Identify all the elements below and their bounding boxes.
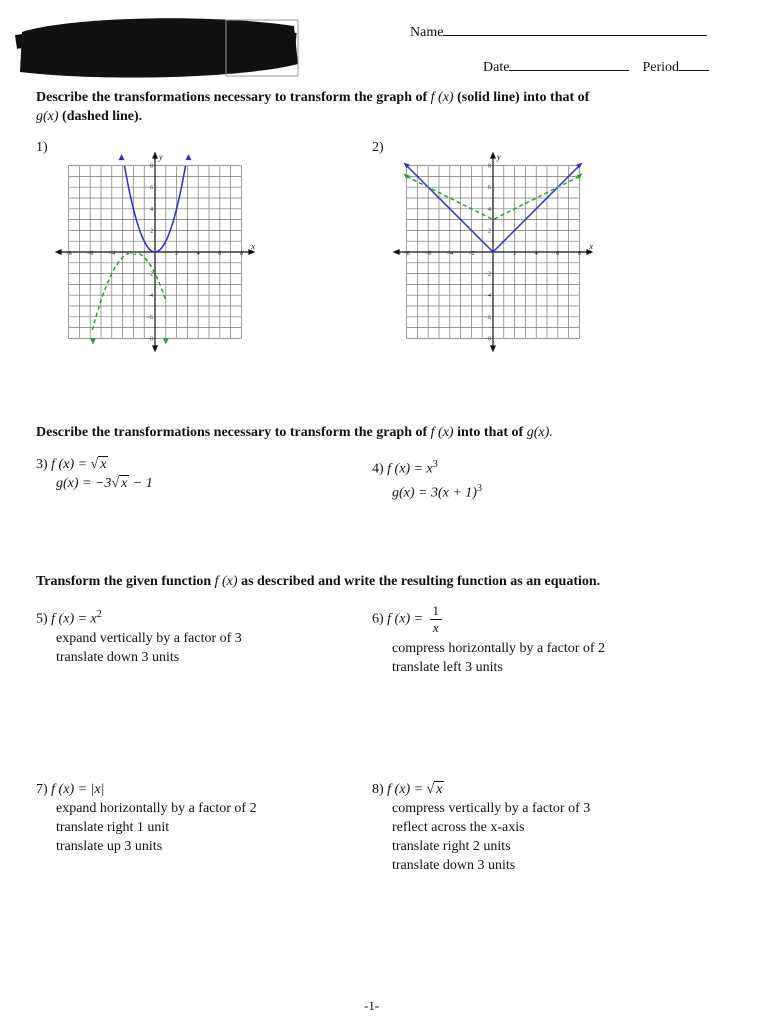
y-tick-label: 6 bbox=[150, 185, 153, 192]
y-tick-label: −6 bbox=[146, 314, 153, 321]
x-tick-label: 8 bbox=[239, 251, 243, 257]
name-field[interactable] bbox=[410, 22, 707, 41]
y-axis-arrow-down bbox=[490, 345, 496, 352]
problem-2-number: 2) bbox=[372, 140, 384, 155]
x-tick-label: −2 bbox=[468, 251, 475, 257]
y-tick-label: −6 bbox=[484, 314, 491, 321]
y-tick-label: 2 bbox=[150, 228, 153, 235]
y-tick-label: 4 bbox=[150, 206, 153, 213]
p5-step-1: expand vertically by a factor of 3 bbox=[56, 630, 242, 646]
p8-step-4: translate down 3 units bbox=[392, 858, 516, 873]
x-axis-arrow-left bbox=[393, 249, 400, 255]
y-axis-arrow-down bbox=[152, 345, 158, 352]
p6-step-2: translate left 3 units bbox=[392, 660, 503, 675]
x-tick-label: 4 bbox=[196, 251, 200, 257]
date-field[interactable] bbox=[483, 57, 709, 76]
y-axis-label: y bbox=[159, 152, 163, 162]
x-tick-label: −8 bbox=[403, 251, 410, 257]
problem-3: 3) f (x) = √ x g(x) = −3√ x − 1 bbox=[36, 457, 153, 491]
p7-step-1: expand horizontally by a factor of 2 bbox=[56, 801, 257, 816]
x-tick-label: 2 bbox=[513, 251, 517, 257]
y-tick-label: 8 bbox=[150, 163, 153, 170]
name-label: Name bbox=[410, 25, 444, 40]
series-arrowhead bbox=[90, 338, 96, 344]
section2-instruction: Describe the transformations necessary to transform the graph of f (x) into that of g(x). bbox=[36, 425, 553, 440]
period-blank[interactable] bbox=[679, 57, 709, 71]
problem-1-number: 1) bbox=[36, 140, 48, 155]
problem-8: 8) f (x) = √ x compress vertically by a factor of 3 reflect across the x-axis translate right 2 units translate down 3 units bbox=[372, 782, 591, 873]
x-axis-arrow-left bbox=[55, 249, 62, 255]
x-tick-label: −6 bbox=[425, 251, 432, 257]
series-arrowhead bbox=[119, 154, 125, 160]
problem-4: 4) f $(x) = x^3$ $g(x) = 3(x + 1)^3$ bbox=[372, 459, 482, 501]
x-tick-label: −6 bbox=[87, 251, 94, 257]
y-axis-label: y bbox=[497, 152, 501, 162]
series-arrowhead bbox=[185, 154, 191, 160]
y-tick-label: −8 bbox=[146, 336, 153, 343]
x-tick-label: −4 bbox=[108, 251, 115, 257]
y-axis-arrow-up bbox=[152, 152, 158, 159]
problem-7: 7) f (x) = |x| expand horizontally by a factor of 2 translate right 1 unit translate up 3 units bbox=[36, 782, 257, 854]
p7-step-3: translate up 3 units bbox=[56, 839, 163, 854]
x-tick-label: 6 bbox=[556, 251, 560, 257]
y-tick-label: −4 bbox=[146, 293, 153, 300]
y-axis-arrow-up bbox=[490, 152, 496, 159]
y-tick-label: −2 bbox=[484, 271, 491, 278]
x-tick-label: 4 bbox=[534, 251, 538, 257]
problem-6: 6) f (x) = $\frac{1}{x}$ compress horizontally by a factor of 2 translate left 3 units bbox=[372, 603, 606, 675]
period-label: Period bbox=[642, 60, 679, 75]
x-axis-label: x bbox=[589, 242, 593, 251]
p7-step-2: translate right 1 unit bbox=[56, 820, 170, 835]
p8-step-1: compress vertically by a factor of 3 bbox=[392, 801, 591, 816]
graph-problem-2 bbox=[388, 148, 598, 356]
x-tick-label: 2 bbox=[175, 251, 179, 257]
x-tick-label: −4 bbox=[446, 251, 453, 257]
graph-problem-1 bbox=[50, 148, 260, 356]
x-tick-label: 6 bbox=[218, 251, 222, 257]
redaction-scribble bbox=[14, 12, 300, 82]
x-tick-label: −8 bbox=[65, 251, 72, 257]
p8-step-3: translate right 2 units bbox=[392, 839, 511, 854]
y-tick-label: 4 bbox=[488, 206, 491, 213]
page-number: -1- bbox=[364, 998, 380, 1013]
y-tick-label: 6 bbox=[488, 185, 491, 192]
section3-instruction: Transform the given function f (x) as described and write the resulting function as an equation. bbox=[36, 574, 601, 589]
x-tick-label: 8 bbox=[577, 251, 581, 257]
problem-5: 5) f $(x) = x^2$ expand vertically by a factor of 3 translate down 3 units bbox=[36, 609, 242, 665]
x-tick-label: −2 bbox=[130, 251, 137, 257]
p6-step-1: compress horizontally by a factor of 2 bbox=[392, 641, 606, 656]
x-axis-label: x bbox=[251, 242, 255, 251]
section1-instruction: Describe the transformations necessary to transform the graph of f (x) (solid line) into that of g(x) (dashed line). bbox=[36, 90, 590, 124]
date-blank[interactable] bbox=[509, 57, 629, 71]
p8-step-2: reflect across the x-axis bbox=[392, 820, 525, 835]
y-tick-label: 2 bbox=[488, 228, 491, 235]
date-label: Date bbox=[483, 60, 510, 75]
y-tick-label: 8 bbox=[488, 163, 491, 170]
name-blank[interactable] bbox=[443, 22, 707, 36]
y-tick-label: −4 bbox=[484, 293, 491, 300]
series-arrowhead bbox=[163, 338, 169, 344]
p5-step-2: translate down 3 units bbox=[56, 649, 180, 665]
y-tick-label: −8 bbox=[484, 336, 491, 343]
y-tick-label: −2 bbox=[146, 271, 153, 278]
